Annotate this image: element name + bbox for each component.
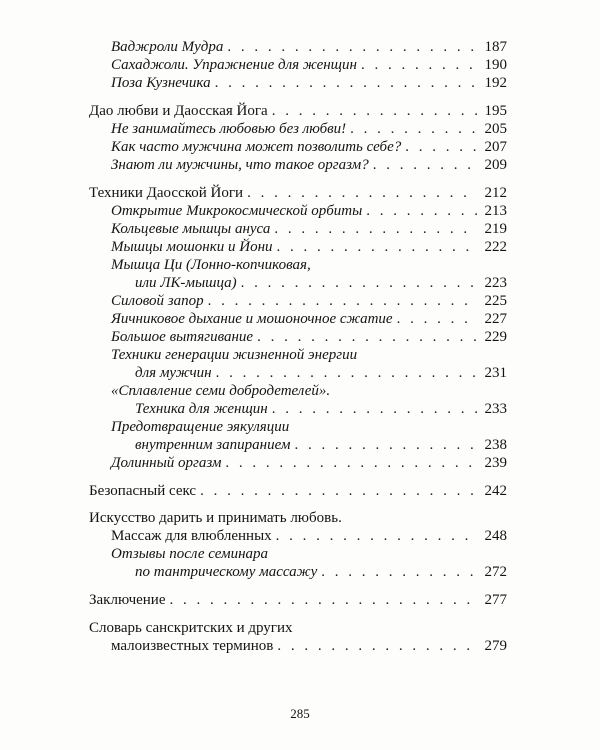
toc-entry-title: Дао любви и Даосская Йога bbox=[89, 103, 268, 119]
toc-entry-title: Открытие Микрокосмической орбиты bbox=[111, 203, 363, 219]
leader-dots bbox=[405, 138, 477, 156]
toc-entry-title: Заключение bbox=[89, 592, 166, 608]
toc-entry-title: или ЛК-мышца) bbox=[135, 275, 237, 291]
leader-dots bbox=[373, 156, 477, 174]
leader-dots bbox=[247, 184, 477, 202]
leader-dots bbox=[274, 220, 477, 238]
leader-dots bbox=[227, 38, 477, 56]
toc-entry-title: Яичниковое дыхание и мошоночное сжатие bbox=[111, 311, 393, 327]
leader-dots bbox=[216, 364, 477, 382]
toc-entry bbox=[111, 637, 507, 655]
toc-chapter bbox=[89, 591, 507, 609]
leader-dots bbox=[294, 436, 477, 454]
leader-dots bbox=[277, 238, 477, 256]
toc-entry bbox=[135, 400, 507, 418]
toc-entry-page: 239 bbox=[484, 455, 507, 471]
toc-entry-page: 248 bbox=[484, 528, 507, 544]
toc-entry bbox=[135, 436, 507, 454]
toc-entry-page: 242 bbox=[484, 483, 507, 499]
page-number: 285 bbox=[290, 706, 310, 721]
leader-dots bbox=[241, 274, 477, 292]
toc-entry-page: 223 bbox=[484, 275, 507, 291]
toc-entry bbox=[111, 220, 507, 238]
leader-dots bbox=[272, 102, 477, 120]
leader-dots bbox=[272, 400, 477, 418]
toc-chapter bbox=[89, 184, 507, 202]
toc-entry-page: 279 bbox=[484, 638, 507, 654]
toc-entry-title: Как часто мужчина может позволить себе? bbox=[111, 139, 402, 155]
toc-entry-page: 187 bbox=[484, 39, 507, 55]
toc-entry-title: Кольцевые мышцы ануса bbox=[111, 221, 271, 237]
toc-entry bbox=[111, 454, 507, 472]
toc-entry-title: Долинный оргазм bbox=[111, 455, 222, 471]
toc-entry-page: 195 bbox=[484, 103, 507, 119]
leader-dots bbox=[397, 310, 477, 328]
toc-entry-page: 231 bbox=[484, 365, 507, 381]
leader-dots bbox=[225, 454, 477, 472]
toc-chapter-title-line1: Словарь санскритских и других bbox=[89, 620, 293, 636]
toc-entry-page: 272 bbox=[484, 564, 507, 580]
toc-entry-title: Большое вытягивание bbox=[111, 329, 254, 345]
toc-entry bbox=[111, 238, 507, 256]
leader-dots bbox=[200, 482, 477, 500]
leader-dots bbox=[361, 56, 477, 74]
toc-entry bbox=[135, 364, 507, 382]
toc-entry-title: Силовой запор bbox=[111, 293, 204, 309]
toc-entry-page: 212 bbox=[484, 185, 507, 201]
toc-chapter bbox=[89, 482, 507, 500]
toc-entry-title: Поза Кузнечика bbox=[111, 75, 211, 91]
toc-entry-page: 205 bbox=[484, 121, 507, 137]
toc-entry-title: Техники Даосской Йоги bbox=[89, 185, 244, 201]
leader-dots bbox=[277, 637, 477, 655]
toc-entry-title: Не занимайтесь любовью без любви! bbox=[111, 121, 347, 137]
toc-entry bbox=[111, 202, 507, 220]
toc-entry-title: Безопасный секс bbox=[89, 483, 197, 499]
leader-dots bbox=[366, 202, 477, 220]
toc-entry-title: Массаж для влюбленных bbox=[111, 528, 272, 544]
toc-entry-page: 192 bbox=[484, 75, 507, 91]
toc-entry bbox=[111, 138, 507, 156]
toc-entry bbox=[111, 328, 507, 346]
toc-entry-page: 213 bbox=[484, 203, 507, 219]
toc-entry bbox=[111, 56, 507, 74]
toc-entry-page: 233 bbox=[484, 401, 507, 417]
leader-dots bbox=[215, 74, 477, 92]
toc-entry-title: Знают ли мужчины, что такое оргазм? bbox=[111, 157, 369, 173]
toc-entry-page: 227 bbox=[484, 311, 507, 327]
toc-entry-page: 222 bbox=[484, 239, 507, 255]
toc-entry-page: 219 bbox=[484, 221, 507, 237]
toc-entry bbox=[111, 527, 507, 545]
toc-entry-title: Сахаджоли. Упражнение для женщин bbox=[111, 57, 357, 73]
toc-entry-title: для мужчин bbox=[135, 365, 212, 381]
toc-entry-page: 277 bbox=[484, 592, 507, 608]
toc-chapter bbox=[89, 102, 507, 120]
toc-entry bbox=[111, 310, 507, 328]
leader-dots bbox=[276, 527, 477, 545]
leader-dots bbox=[321, 563, 477, 581]
toc-entry-title: Техника для женщин bbox=[135, 401, 268, 417]
leader-dots bbox=[208, 292, 477, 310]
toc-entry-title: внутренним запиранием bbox=[135, 437, 291, 453]
toc-entry-page: 209 bbox=[484, 157, 507, 173]
toc-entry-title-line1: Мышца Ци (Лонно-копчиковая, bbox=[111, 257, 311, 273]
toc-chapter-title-line1: Искусство дарить и принимать любовь. bbox=[89, 510, 342, 526]
toc-entry-title: по тантрическому массажу bbox=[135, 564, 318, 580]
toc-entry-page: 225 bbox=[484, 293, 507, 309]
toc-entry-title-line1: Техники генерации жизненной энергии bbox=[111, 347, 358, 363]
toc-entry-title: малоизвестных терминов bbox=[111, 638, 274, 654]
toc-entry bbox=[135, 274, 507, 292]
toc-entry bbox=[135, 563, 507, 581]
toc-entry bbox=[111, 38, 507, 56]
toc-entry-page: 229 bbox=[484, 329, 507, 345]
toc-entry bbox=[111, 292, 507, 310]
toc-entry-page: 207 bbox=[484, 139, 507, 155]
toc-entry-page: 238 bbox=[484, 437, 507, 453]
toc-entry-title: Ваджроли Мудра bbox=[111, 39, 224, 55]
toc-entry bbox=[111, 74, 507, 92]
toc-entry bbox=[111, 120, 507, 138]
toc-entry bbox=[111, 156, 507, 174]
toc-entry-title-line1: «Сплавление семи добродетелей». bbox=[111, 383, 331, 399]
leader-dots bbox=[257, 328, 477, 346]
toc-entry-title-line1: Отзывы после семинара bbox=[111, 546, 269, 562]
toc-entry-title-line1: Предотвращение эякуляции bbox=[111, 419, 290, 435]
toc-entry-title: Мышцы мошонки и Йони bbox=[111, 239, 273, 255]
toc-entry-page: 190 bbox=[484, 57, 507, 73]
leader-dots bbox=[350, 120, 477, 138]
leader-dots bbox=[170, 591, 478, 609]
